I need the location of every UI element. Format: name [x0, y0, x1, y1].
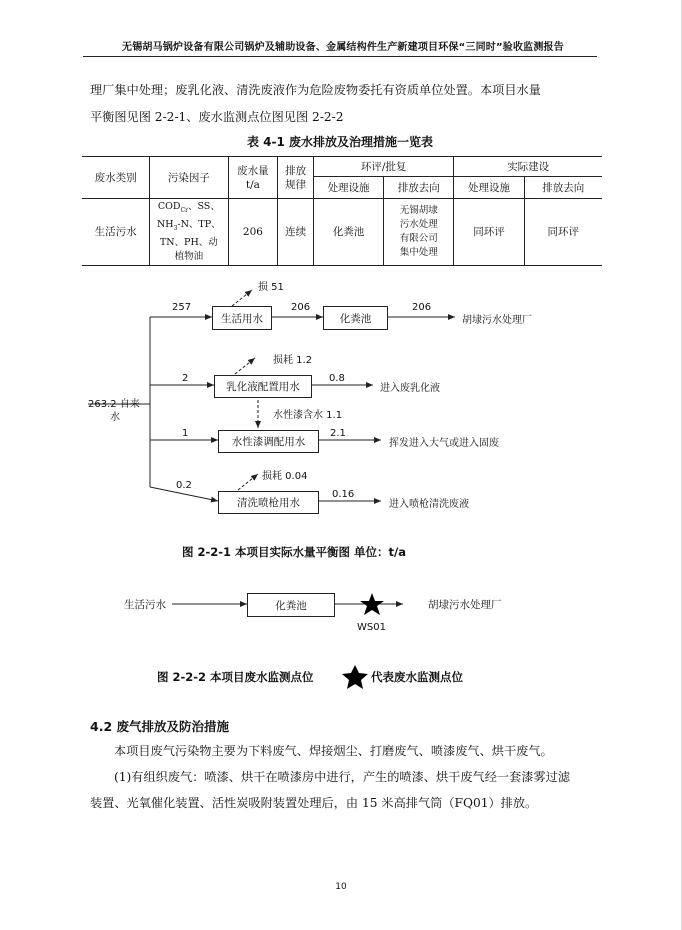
header-facility: 处理设施 — [313, 177, 383, 199]
row4-out: 0.16 — [332, 489, 355, 500]
row1-out: 206 — [412, 302, 432, 313]
cell-pollutants: $COD_{Cr}$、SS、 $NH_3-N$、TP、 TN、PH、动 植物油 — [150, 199, 228, 266]
legend-star-icon — [342, 665, 368, 689]
cell-destination-actual: 同环评 — [524, 199, 602, 266]
row1-mid: 206 — [291, 302, 311, 313]
cell-facility-actual: 同环评 — [454, 199, 524, 266]
section-heading: 4.2 废气排放及防治措施 — [90, 719, 229, 734]
cell-amount: 206 — [228, 199, 278, 266]
intro-line-2: 平衡图见图 2-2-1、废水监测点位图见图 2-2-2 — [90, 110, 344, 124]
cell-pattern: 连续 — [278, 199, 314, 266]
section-para-2: (1)有组织废气：喷漆、烘干在喷漆房中进行，产生的喷漆、烘干废气经一套漆雾过滤 — [114, 770, 571, 784]
row1-box2: 化粪池 — [323, 306, 388, 330]
row3-dest: 挥发进入大气或进入固废 — [389, 438, 499, 449]
header-amount: 废水量 t/a — [228, 157, 278, 199]
row3-box: 水性漆调配用水 — [218, 430, 319, 453]
section-para-1: 本项目废气污染物主要为下料废气、焊接烟尘、打磨废气、喷漆废气、烘干废气。 — [114, 744, 553, 758]
row2-loss: 损耗 1.2 — [273, 355, 313, 366]
row2-dest: 进入废乳化液 — [380, 383, 440, 394]
header-type: 废水类别 — [82, 157, 150, 199]
header-pattern: 排放规律 — [278, 157, 314, 199]
page-number: 10 — [335, 882, 347, 892]
row1-in: 257 — [172, 302, 192, 313]
row2-in: 2 — [182, 373, 189, 384]
row3-out: 2.1 — [330, 428, 346, 439]
monitor-point-label: WS01 — [357, 622, 386, 633]
monitor-dest: 胡埭污水处理厂 — [428, 599, 502, 611]
cell-type: 生活污水 — [82, 199, 150, 266]
header-facility-actual: 处理设施 — [454, 177, 524, 199]
row2-out: 0.8 — [329, 373, 345, 384]
table-title: 表 4-1 废水排放及治理措施一览表 — [246, 135, 434, 149]
row1-box: 生活用水 — [212, 306, 272, 330]
row3-in: 1 — [182, 428, 189, 439]
row4-in: 0.2 — [176, 480, 192, 491]
row2-box: 乳化液配置用水 — [214, 375, 312, 398]
header-destination: 排放去向 — [384, 177, 454, 199]
monitor-box: 化粪池 — [247, 593, 335, 617]
figure-caption-balance: 图 2-2-1 本项目实际水量平衡图 单位：t/a — [182, 545, 407, 559]
figure-caption-monitor-a: 图 2-2-2 本项目废水监测点位 — [157, 670, 314, 684]
source-label-2: 水 — [110, 412, 120, 423]
header-actual: 实际建设 — [454, 157, 602, 177]
header-pollutants: 污染因子 — [150, 157, 228, 199]
cell-facility: 化粪池 — [313, 199, 383, 266]
source-label: 263.2 自来 — [88, 399, 140, 410]
row1-dest: 胡埭污水处理厂 — [462, 315, 532, 326]
monitor-source: 生活污水 — [124, 599, 166, 611]
page-header: 无锡胡马锅炉设备有限公司锅炉及辅助设备、金属结构件生产新建项目环保“三同时”验收监测报告 — [122, 42, 564, 53]
row4-dest: 进入喷枪清洗废液 — [389, 499, 469, 510]
header-destination-actual: 排放去向 — [524, 177, 602, 199]
row3-extra: 水性漆含水 1.1 — [273, 410, 343, 421]
row4-loss: 损耗 0.04 — [262, 471, 308, 482]
row1-loss: 损 51 — [258, 282, 284, 293]
cell-destination: 无锡胡埭 污水处理 有限公司 集中处理 — [384, 199, 454, 266]
intro-line-1: 理厂集中处理；废乳化液、清洗废液作为危险废物委托有资质单位处置。本项目水量 — [90, 83, 541, 97]
row4-box: 清洗喷枪用水 — [218, 491, 319, 514]
figure-caption-monitor-b: 代表废水监测点位 — [371, 670, 463, 684]
header-eia: 环评/批复 — [313, 157, 453, 177]
section-para-3: 装置、光氧催化装置、活性炭吸附装置处理后，由 15 米高排气筒（FQ01）排放。 — [90, 796, 538, 810]
